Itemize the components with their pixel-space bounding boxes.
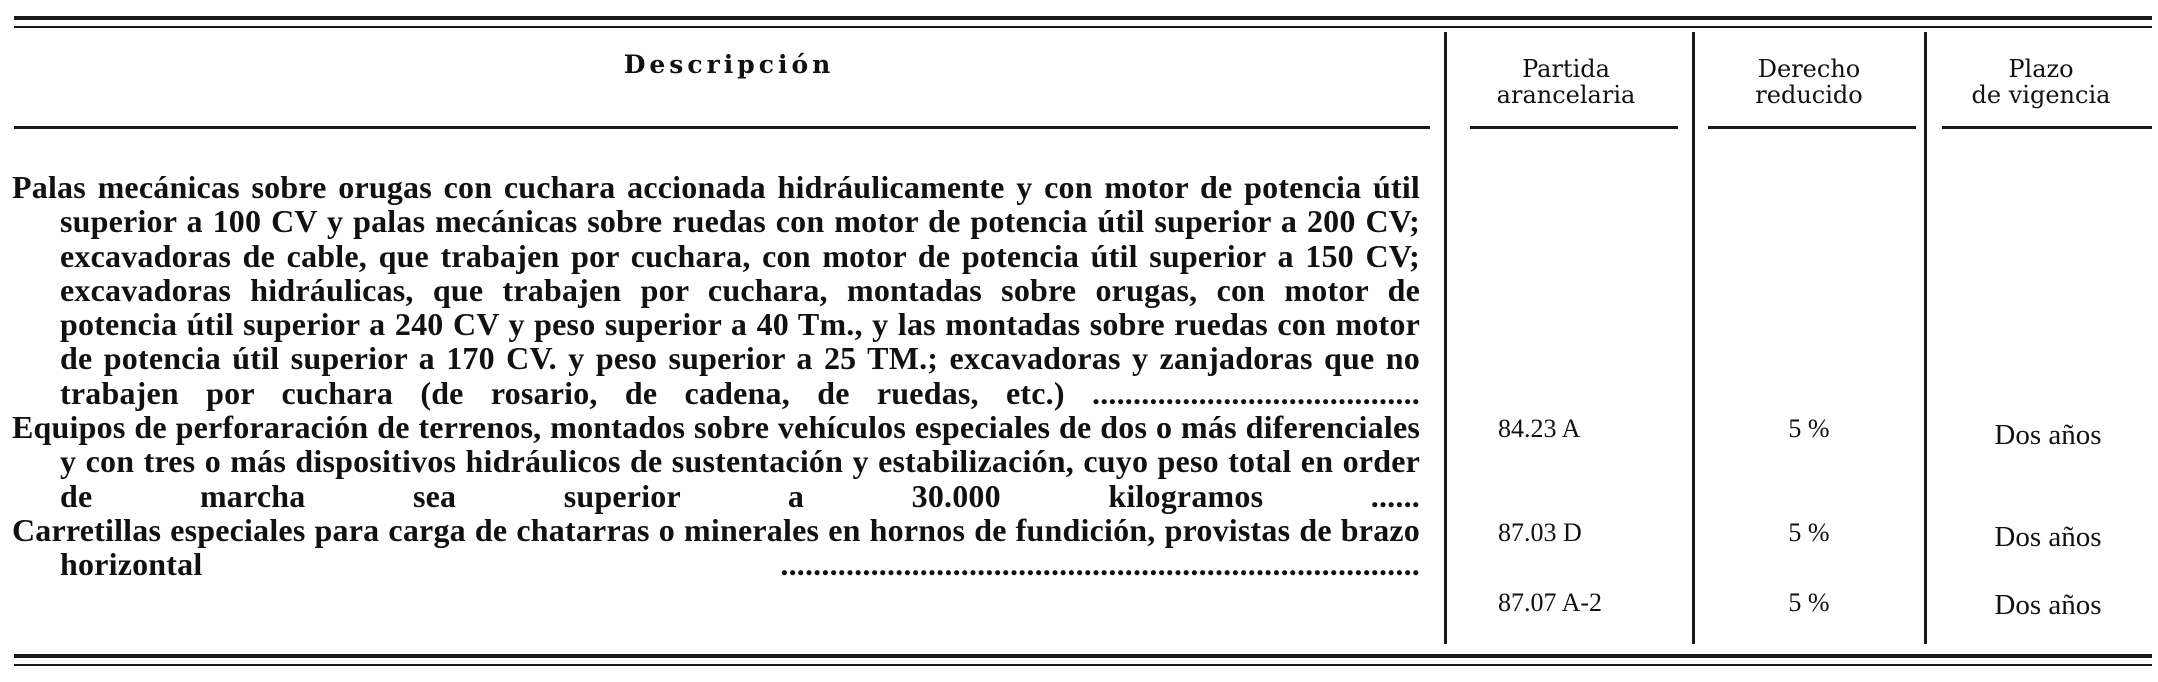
top-rule-thick: [14, 16, 2152, 20]
column-divider-1: [1444, 32, 1447, 644]
header-partida-line2: arancelaria: [1496, 81, 1636, 109]
row-2-plazo: Dos años: [1994, 521, 2102, 553]
column-divider-2: [1692, 32, 1695, 644]
header-rule-descripcion: [14, 126, 1430, 129]
row-3-descripcion: Carretillas especiales para carga de chatarras o minerales en hornos de fundición, provistas de brazo horizontal ..............................................................................: [12, 511, 1420, 583]
header-descripcion: Descripción: [623, 50, 835, 79]
row-2-derecho: 5 %: [1788, 518, 1830, 547]
row-3-partida: 87.07 A-2: [1498, 588, 1602, 617]
header-plazo-line1: Plazo: [2008, 55, 2074, 83]
bottom-rule-thick: [14, 654, 2152, 658]
row-3-derecho: 5 %: [1788, 588, 1830, 617]
bottom-rule-thin: [14, 664, 2152, 666]
top-rule-thin: [14, 26, 2152, 28]
row-2-partida: 87.03 D: [1498, 518, 1582, 547]
column-divider-3: [1924, 32, 1927, 644]
header-partida: [1446, 56, 1686, 108]
header-plazo: [1930, 56, 2152, 108]
row-2-descripcion: Equipos de perforaración de terrenos, montados sobre vehículos especiales de dos o más diferenciales y con tres o más dispositivos hidráulicos de sustentación y estabilización, cuyo peso total en order de marcha sea superior a 30.000 kilogramos ......: [12, 409, 1420, 514]
header-derecho-line1: Derecho: [1757, 55, 1861, 83]
header-derecho-line2: reducido: [1755, 81, 1863, 109]
header-rule-derecho: [1708, 126, 1916, 129]
row-1-descripcion: Palas mecánicas sobre orugas con cuchara accionada hidráulicamente y con motor de potencia útil superior a 100 CV y palas mecánicas sobre ruedas con motor de potencia útil superior a 200 CV; excavadoras de cable, que trabajen por cuchara, con motor de potencia útil superior a 150 CV; excavadoras hidráulicas, que trabajen por cuchara, montadas sobre orugas, con motor de potencia útil superior a 240 CV y peso superior a 40 Tm., y las montadas sobre ruedas con motor de potencia útil superior a 170 CV. y peso superior a 25 TM.; excavadoras y zanjadoras que no trabajen por cuchara (de rosario, de cadena, de ruedas, etc.) ........................................: [12, 169, 1420, 411]
row-3-plazo: Dos años: [1994, 589, 2102, 621]
header-derecho: [1694, 56, 1924, 108]
row-1-plazo: Dos años: [1994, 419, 2102, 451]
table-body-descriptions: [12, 170, 1420, 582]
header-rule-plazo: [1942, 126, 2152, 129]
row-1-derecho: 5 %: [1788, 414, 1830, 443]
header-plazo-line2: de vigencia: [1971, 81, 2111, 109]
header-rule-partida: [1470, 126, 1678, 129]
header-partida-line1: Partida: [1522, 55, 1610, 83]
row-1-partida: 84.23 A: [1498, 414, 1581, 443]
